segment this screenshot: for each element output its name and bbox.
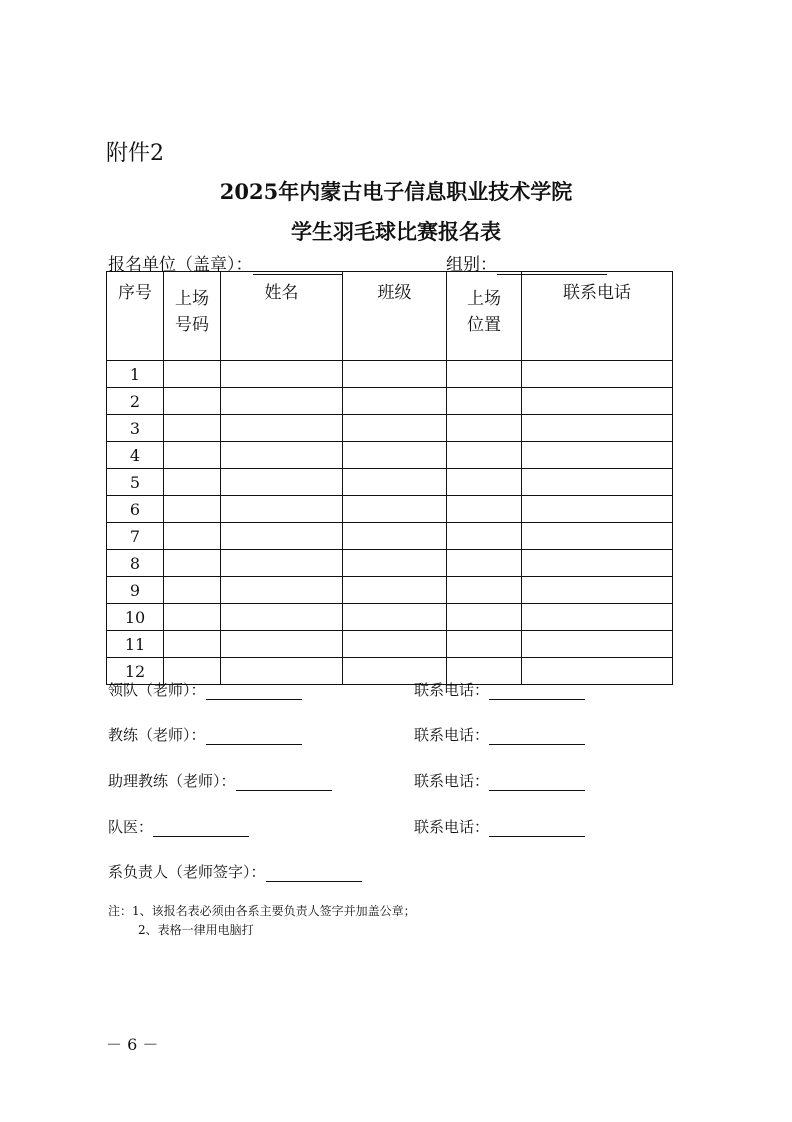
row-index-cell: 10 [107,604,164,631]
coach-field[interactable] [206,728,302,745]
row-index-cell: 3 [107,415,164,442]
table-row [107,631,673,658]
phone-cell[interactable] [522,469,673,496]
table-row [107,469,673,496]
table-row [107,604,673,631]
name-cell[interactable] [221,577,343,604]
jersey-number-cell[interactable] [164,631,221,658]
table-row [107,361,673,388]
jersey-number-cell[interactable] [164,469,221,496]
assistant-coach-label: 助理教练（老师）： [108,772,236,790]
leader-field[interactable] [206,683,302,700]
phone-cell[interactable] [522,496,673,523]
phone-label: 联系电话： [414,681,490,699]
group-label: 组别： [446,255,497,275]
row-index-cell: 11 [107,631,164,658]
name-cell[interactable] [221,523,343,550]
leader-label: 领队（老师）： [108,681,206,699]
row-index-cell: 2 [107,388,164,415]
name-cell[interactable] [221,604,343,631]
position-cell[interactable] [447,631,522,658]
name-cell[interactable] [221,496,343,523]
assistant-coach-phone-field[interactable] [489,774,585,791]
class-cell[interactable] [343,523,447,550]
row-index-cell: 9 [107,577,164,604]
phone-cell[interactable] [522,523,673,550]
note-line-2: 2、表格一律用电脑打 [138,923,254,937]
class-cell[interactable] [343,496,447,523]
jersey-number-cell[interactable] [164,442,221,469]
position-cell[interactable] [447,550,522,577]
position-cell[interactable] [447,415,522,442]
class-cell[interactable] [343,388,447,415]
dept-head-label: 系负责人（老师签字）： [108,863,266,881]
phone-cell[interactable] [522,388,673,415]
doctor-phone-row [414,816,585,837]
dept-head-signature-field[interactable] [266,865,362,882]
phone-label: 联系电话： [414,726,490,744]
phone-cell[interactable] [522,577,673,604]
jersey-number-cell[interactable] [164,550,221,577]
name-cell[interactable] [221,442,343,469]
row-index-cell: 8 [107,550,164,577]
phone-cell[interactable] [522,631,673,658]
name-cell[interactable] [221,361,343,388]
table-row [107,415,673,442]
assistant-coach-row [108,770,332,791]
table-row [107,388,673,415]
jersey-number-cell[interactable] [164,604,221,631]
class-cell[interactable] [343,577,447,604]
doctor-row [108,816,249,837]
row-index-cell: 1 [107,361,164,388]
name-cell[interactable] [221,550,343,577]
class-cell[interactable] [343,550,447,577]
header-phone: 联系电话 [522,272,673,361]
phone-label: 联系电话： [414,772,490,790]
jersey-number-cell[interactable] [164,577,221,604]
row-index-cell: 12 [107,658,164,685]
header-name: 姓名 [221,272,343,361]
registration-table [106,271,673,685]
position-cell[interactable] [447,577,522,604]
assistant-coach-phone-row [414,770,585,791]
note-line-1: 注：1、该报名表必须由各系主要负责人签字并加盖公章； [108,904,416,918]
row-index-cell: 6 [107,496,164,523]
document-subtitle: 学生羽毛球比赛报名表 [291,219,501,244]
table-row [107,496,673,523]
attachment-label: 附件2 [106,141,164,166]
position-cell[interactable] [447,523,522,550]
jersey-number-cell[interactable] [164,388,221,415]
row-index-cell: 4 [107,442,164,469]
leader-row [108,679,302,700]
position-cell[interactable] [447,496,522,523]
phone-label: 联系电话： [414,818,490,836]
position-cell[interactable] [447,442,522,469]
jersey-number-cell[interactable] [164,523,221,550]
table-header-row [107,272,673,361]
name-cell[interactable] [221,388,343,415]
header-position: 上场 位置 [447,272,522,361]
position-cell[interactable] [447,469,522,496]
header-class: 班级 [343,272,447,361]
phone-cell[interactable] [522,604,673,631]
leader-phone-field[interactable] [489,683,585,700]
doctor-field[interactable] [153,820,249,837]
jersey-number-cell[interactable] [164,496,221,523]
phone-cell[interactable] [522,415,673,442]
table-row [107,577,673,604]
coach-row [108,724,302,745]
coach-label: 教练（老师）： [108,726,206,744]
dept-head-row [108,861,362,882]
coach-phone-field[interactable] [489,728,585,745]
phone-cell[interactable] [522,550,673,577]
row-index-cell: 5 [107,469,164,496]
class-cell[interactable] [343,604,447,631]
name-cell[interactable] [221,415,343,442]
name-cell[interactable] [221,631,343,658]
assistant-coach-field[interactable] [236,774,332,791]
class-cell[interactable] [343,469,447,496]
name-cell[interactable] [221,469,343,496]
header-jersey-number: 上场 号码 [164,272,221,361]
table-row [107,523,673,550]
position-cell[interactable] [447,361,522,388]
position-cell[interactable] [447,388,522,415]
class-cell[interactable] [343,631,447,658]
phone-cell[interactable] [522,442,673,469]
jersey-number-cell[interactable] [164,415,221,442]
registration-unit-label: 报名单位（盖章）： [108,255,253,275]
leader-phone-row [414,679,585,700]
doctor-label: 队医： [108,818,154,836]
table-row [107,550,673,577]
class-cell[interactable] [343,442,447,469]
position-cell[interactable] [447,604,522,631]
class-cell[interactable] [343,415,447,442]
table-row [107,442,673,469]
phone-cell[interactable] [522,361,673,388]
page-number: － 6 － [106,1035,159,1054]
doctor-phone-field[interactable] [489,820,585,837]
class-cell[interactable] [343,361,447,388]
jersey-number-cell[interactable] [164,361,221,388]
row-index-cell: 7 [107,523,164,550]
coach-phone-row [414,724,585,745]
header-index: 序号 [107,272,164,361]
document-title: 2025年内蒙古电子信息职业技术学院 [219,179,573,204]
